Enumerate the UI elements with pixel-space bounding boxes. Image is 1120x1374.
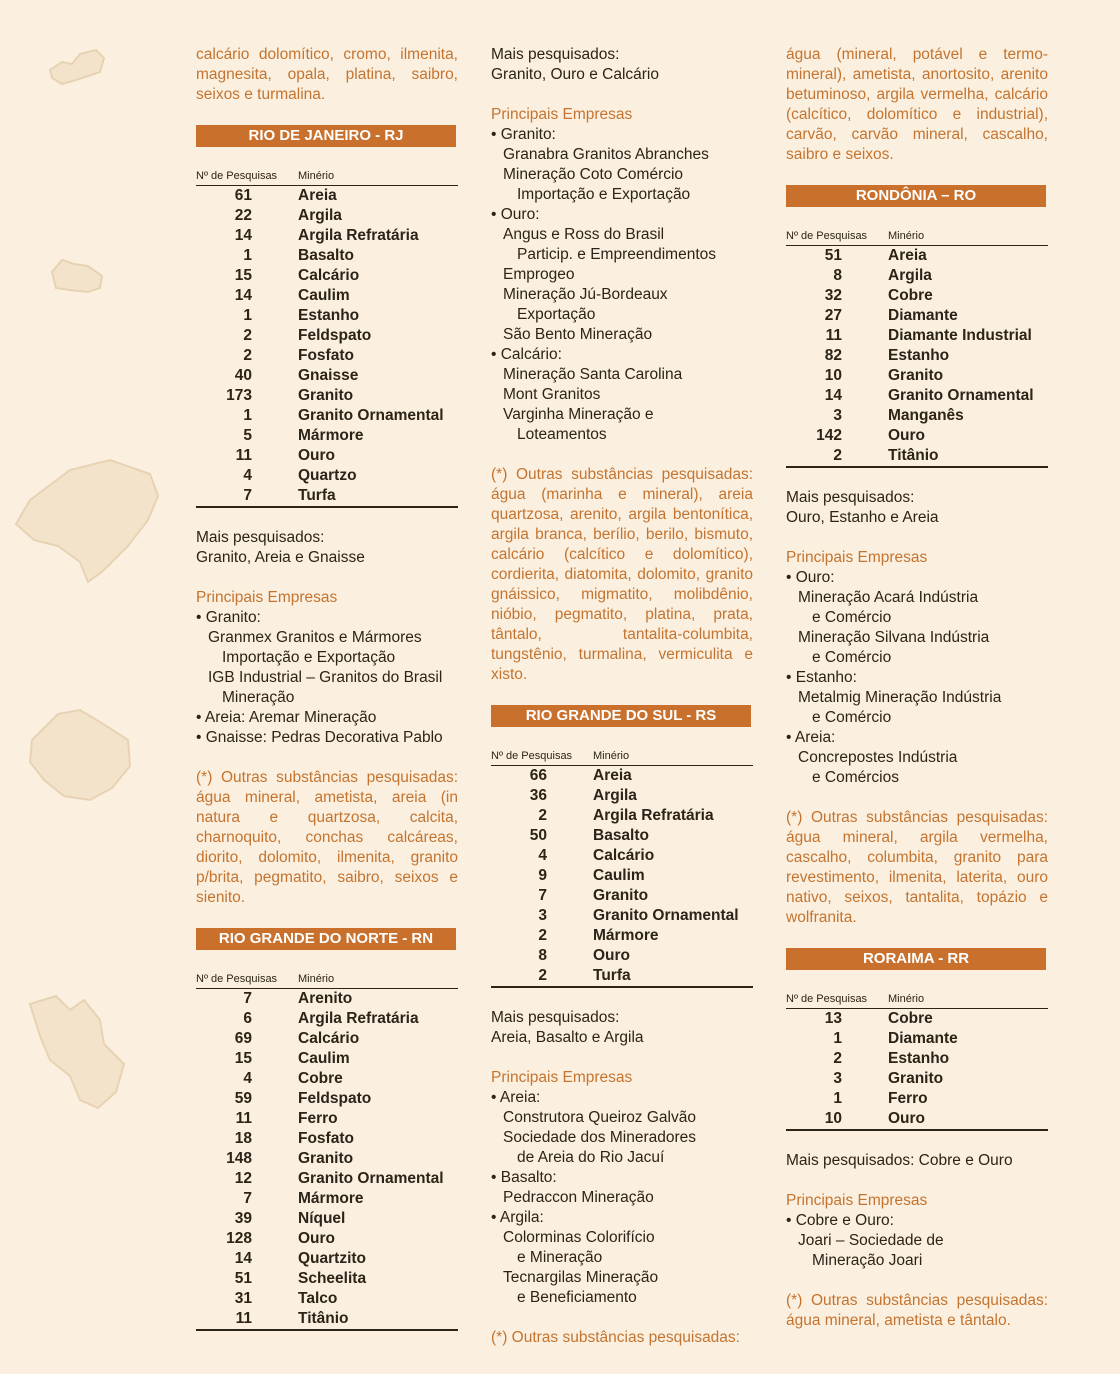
research-count: 2 [786, 446, 888, 467]
company-line: Importação e Exportação [517, 186, 691, 203]
research-count: 15 [234, 267, 252, 284]
table-row [196, 266, 458, 286]
mineral-name: Titânio [888, 446, 1048, 467]
company-line: • Calcário: [491, 346, 562, 363]
company-line: • Granito: [196, 609, 261, 626]
mineral-name: Calcário [298, 1030, 360, 1047]
mineral-name: Estanho [888, 1050, 950, 1067]
mineral-name: Ouro [888, 427, 926, 444]
col-header-count: Nº de Pesquisas [491, 747, 593, 766]
mineral-name: Argila Refratária [298, 1010, 419, 1027]
research-count: 10 [824, 367, 842, 384]
most-researched-value: Granito, Areia e Gnaisse [196, 549, 365, 566]
mineral-name: Mármore [298, 427, 364, 444]
table-row [786, 246, 1048, 267]
research-count: 1 [243, 307, 252, 324]
mineral-name: Argila Refratária [593, 807, 714, 824]
research-count: 2 [538, 927, 547, 944]
research-count: 11 [235, 1110, 252, 1127]
companies [491, 105, 753, 445]
research-count: 1 [243, 247, 252, 264]
mineral-name: Ouro [593, 947, 631, 964]
mineral-name: Ouro [888, 1109, 1048, 1130]
section-heading-rn: RIO GRANDE DO NORTE - RN [196, 928, 456, 950]
research-count: 61 [234, 187, 252, 204]
mineral-name: Estanho [298, 307, 360, 324]
other-substances: (*) Outras substâncias pesquisadas: água mineral, ametista e tântalo. [786, 1292, 1048, 1329]
column-3 [786, 45, 1048, 1351]
company-line: Particip. e Empreendimentos [517, 246, 717, 263]
table-row [786, 1009, 1048, 1030]
company-line: Tecnargilas Mineração [503, 1269, 659, 1286]
research-count: 7 [196, 486, 298, 507]
mineral-name: Mármore [298, 1190, 364, 1207]
table-row [196, 1189, 458, 1209]
table-row [196, 1069, 458, 1089]
research-count: 13 [824, 1010, 842, 1027]
minerals-table-rn [196, 970, 458, 1331]
table-row [196, 206, 458, 226]
mineral-name: Titânio [298, 1309, 458, 1330]
company-line: • Areia: [786, 729, 836, 746]
minerals-table-rs [491, 747, 753, 988]
col-header-mineral: Minério [888, 227, 1048, 246]
table-row [196, 1249, 458, 1269]
mineral-name: Argila [888, 267, 932, 284]
research-count: 66 [529, 767, 547, 784]
mineral-name: Fosfato [298, 1130, 354, 1147]
table-row [196, 1309, 458, 1330]
company-line: • Estanho: [786, 669, 857, 686]
research-count: 2 [538, 807, 547, 824]
state-map-ro [0, 700, 150, 810]
research-count: 11 [825, 327, 842, 344]
mineral-name: Ouro [298, 447, 336, 464]
research-count: 32 [824, 287, 842, 304]
companies-title: Principais Empresas [491, 106, 633, 123]
mineral-name: Diamante [888, 307, 958, 324]
most-researched-value: Areia, Basalto e Argila [491, 1029, 644, 1046]
mineral-name: Argila Refratária [298, 227, 419, 244]
mineral-name: Estanho [888, 347, 950, 364]
section-heading-rj: RIO DE JANEIRO - RJ [196, 125, 456, 147]
company-line: Loteamentos [517, 426, 607, 443]
table-row [491, 826, 753, 846]
research-count: 5 [243, 427, 252, 444]
col-header-count: Nº de Pesquisas [196, 167, 298, 186]
research-count: 148 [226, 1150, 252, 1167]
company-line: Colorminas Colorifício [503, 1229, 655, 1246]
state-map-rr [0, 980, 150, 1120]
table-row [491, 866, 753, 886]
mineral-name: Ouro [298, 1230, 336, 1247]
research-count: 4 [243, 467, 252, 484]
company-line: Mineração Joari [812, 1252, 923, 1269]
research-count: 3 [538, 907, 547, 924]
table-row [196, 1269, 458, 1289]
mineral-name: Talco [298, 1290, 338, 1307]
table-row [491, 786, 753, 806]
table-row [491, 946, 753, 966]
column-1 [196, 45, 458, 1351]
mineral-name: Cobre [298, 1070, 343, 1087]
company-line: e Mineração [517, 1249, 603, 1266]
section-heading-rr: RORAIMA - RR [786, 948, 1046, 970]
research-count: 1 [243, 407, 252, 424]
company-line: Mont Granitos [503, 386, 601, 403]
table-row [786, 406, 1048, 426]
table-row [196, 186, 458, 207]
mineral-name: Basalto [298, 247, 354, 264]
table-row [196, 1049, 458, 1069]
section-heading-ro: RONDÔNIA – RO [786, 185, 1046, 207]
most-researched [491, 45, 753, 85]
companies-title: Principais Empresas [491, 1069, 633, 1086]
company-line: e Comércio [812, 649, 892, 666]
mineral-name: Diamante Industrial [888, 327, 1032, 344]
research-count: 7 [243, 1190, 252, 1207]
mineral-name: Caulim [593, 867, 645, 884]
research-count: 4 [243, 1070, 252, 1087]
company-line: e Comércio [812, 709, 892, 726]
col-header-count: Nº de Pesquisas [786, 227, 888, 246]
companies [786, 1191, 1048, 1271]
state-map-rj [0, 40, 120, 100]
research-count: 9 [538, 867, 547, 884]
table-row [491, 906, 753, 926]
mineral-name: Granito Ornamental [888, 387, 1034, 404]
research-count: 2 [243, 347, 252, 364]
mineral-name: Scheelita [298, 1270, 367, 1287]
research-count: 142 [816, 427, 842, 444]
companies [491, 1068, 753, 1308]
research-count: 128 [226, 1230, 252, 1247]
company-line: Mineração Silvana Indústria [798, 629, 990, 646]
most-researched-label: Mais pesquisados: [786, 489, 915, 506]
intro-text: calcário dolomítico, cromo, ilmenita, magnesita, opala, platina, saibro, seixos e turmalina. [196, 46, 458, 103]
table-row [196, 1029, 458, 1049]
table-row [786, 306, 1048, 326]
company-line: Joari – Sociedade de [798, 1232, 944, 1249]
table-row [196, 466, 458, 486]
mineral-name: Cobre [888, 287, 933, 304]
mineral-name: Granito [298, 387, 354, 404]
company-line: São Bento Mineração [503, 326, 653, 343]
mineral-name: Granito Ornamental [298, 1170, 444, 1187]
research-count: 59 [234, 1090, 252, 1107]
research-count: 15 [234, 1050, 252, 1067]
mineral-name: Argila [593, 787, 637, 804]
table-row [196, 326, 458, 346]
mineral-name: Granito Ornamental [298, 407, 444, 424]
minerals-table-ro [786, 227, 1048, 468]
research-count: 14 [234, 1250, 252, 1267]
state-map-rs [0, 450, 170, 590]
research-count: 18 [234, 1130, 252, 1147]
table-row [196, 1289, 458, 1309]
companies [786, 548, 1048, 788]
table-row [786, 386, 1048, 406]
research-count: 11 [235, 447, 252, 464]
company-line: Granabra Granitos Abranches [503, 146, 709, 163]
mineral-name: Caulim [298, 1050, 350, 1067]
mineral-name: Ferro [888, 1090, 928, 1107]
company-line: Metalmig Mineração Indústria [798, 689, 1002, 706]
company-line: Construtora Queiroz Galvão [503, 1109, 696, 1126]
table-row [786, 266, 1048, 286]
company-line: IGB Industrial – Granitos do Brasil [208, 669, 443, 686]
research-count: 8 [833, 267, 842, 284]
most-researched [196, 528, 458, 568]
mineral-name: Quartzito [298, 1250, 367, 1267]
table-row [196, 486, 458, 507]
other-substances: (*) Outras substâncias pesquisadas: [491, 1329, 740, 1346]
company-line: Mineração Acará Indústria [798, 589, 979, 606]
research-count: 27 [824, 307, 842, 324]
mineral-name: Argila [298, 207, 342, 224]
company-line: e Comércios [812, 769, 899, 786]
mineral-name: Granito [888, 1070, 944, 1087]
table-row [786, 1109, 1048, 1130]
col-header-count: Nº de Pesquisas [786, 990, 888, 1009]
company-line: • Ouro: [491, 206, 540, 223]
company-line: • Cobre e Ouro: [786, 1212, 894, 1229]
most-researched [786, 488, 1048, 528]
state-silhouettes [0, 0, 180, 1374]
table-row [786, 1049, 1048, 1069]
other-substances: (*) Outras substâncias pesquisadas: água (marinha e mineral), areia quartzosa, arenito, argila bentonítica, argila branca, berílio, berilo, bismuto, calcário (calcítico e dolomítico), cordierita, diatomita, dolomito, granito gnáissico, migmatito, molibdênio, nióbio, pegmatito, platina, prata, tântalo, tantalita-columbita, tungstênio, turmalina, vermiculita e xisto. [491, 466, 753, 683]
companies [196, 588, 458, 748]
company-line: Mineração Jú-Bordeaux [503, 286, 668, 303]
mineral-name: Turfa [298, 486, 458, 507]
other-substances: (*) Outras substâncias pesquisadas: água mineral, ametista, areia (in natura e quartzosa, calcita, charnoquito, conchas calcáreas, diorito, dolomito, ilmenita, granito p/brita, pegmatito, saibro, seixos e sienito. [196, 769, 458, 906]
minerals-table-rr [786, 990, 1048, 1131]
mineral-name: Areia [298, 187, 337, 204]
table-row [196, 346, 458, 366]
table-row [196, 246, 458, 266]
col-header-mineral: Minério [888, 990, 1048, 1009]
research-count: 1 [833, 1090, 842, 1107]
mineral-name: Granito [593, 887, 649, 904]
table-row [196, 1169, 458, 1189]
mineral-name: Arenito [298, 990, 353, 1007]
company-line: • Areia: [491, 1089, 541, 1106]
table-row [786, 346, 1048, 366]
company-line: Mineração Coto Comércio [503, 166, 684, 183]
mineral-name: Diamante [888, 1030, 958, 1047]
companies-title: Principais Empresas [786, 1192, 928, 1209]
research-count: 2 [491, 966, 593, 987]
table-row [786, 1069, 1048, 1089]
most-researched-value: Granito, Ouro e Calcário [491, 66, 659, 83]
table-row [786, 446, 1048, 467]
table-row [196, 1229, 458, 1249]
company-line: • Gnaisse: Pedras Decorativa Pablo [196, 729, 443, 746]
research-count: 3 [833, 1070, 842, 1087]
mineral-name: Granito [298, 1150, 354, 1167]
table-row [196, 446, 458, 466]
mineral-name: Areia [888, 247, 927, 264]
research-count: 11 [196, 1309, 298, 1330]
table-row [196, 366, 458, 386]
table-row [196, 406, 458, 426]
research-count: 6 [243, 1010, 252, 1027]
research-count: 82 [824, 347, 842, 364]
research-count: 1 [833, 1030, 842, 1047]
most-researched [491, 1008, 753, 1048]
company-line: • Argila: [491, 1209, 544, 1226]
table-row [196, 1209, 458, 1229]
table-row [491, 846, 753, 866]
research-count: 69 [234, 1030, 252, 1047]
most-researched-label: Mais pesquisados: [491, 46, 620, 63]
mineral-name: Ferro [298, 1110, 338, 1127]
mineral-name: Níquel [298, 1210, 346, 1227]
research-count: 173 [226, 387, 252, 404]
table-row [196, 306, 458, 326]
research-count: 14 [824, 387, 842, 404]
company-line: Granmex Granitos e Mármores [208, 629, 422, 646]
table-row [196, 426, 458, 446]
table-row [491, 966, 753, 987]
company-line: • Basalto: [491, 1169, 557, 1186]
table-row [196, 286, 458, 306]
col-header-mineral: Minério [298, 970, 458, 989]
companies-title: Principais Empresas [196, 589, 338, 606]
company-line: Emprogeo [503, 266, 575, 283]
company-line: Importação e Exportação [222, 649, 396, 666]
research-count: 31 [234, 1290, 252, 1307]
company-line: Angus e Ross do Brasil [503, 226, 665, 243]
table-row [786, 366, 1048, 386]
mineral-name: Granito [888, 367, 944, 384]
most-researched: Mais pesquisados: Cobre e Ouro [786, 1152, 1013, 1169]
mineral-name: Granito Ornamental [593, 907, 739, 924]
company-line: e Comércio [812, 609, 892, 626]
intro-text: água (mineral, potável e termo-mineral), ametista, anortosito, arenito betuminoso, argila vermelha, calcário (calcítico, dolomítico e industrial), carvão, carvão mineral, cascalho, saibro e seixos. [786, 46, 1048, 163]
table-row [196, 1149, 458, 1169]
most-researched-value: Ouro, Estanho e Areia [786, 509, 939, 526]
research-count: 14 [234, 287, 252, 304]
research-count: 7 [243, 990, 252, 1007]
research-count: 7 [538, 887, 547, 904]
mineral-name: Calcário [298, 267, 360, 284]
company-line: Pedraccon Mineração [503, 1189, 654, 1206]
table-row [196, 989, 458, 1010]
mineral-name: Fosfato [298, 347, 354, 364]
table-row [196, 1009, 458, 1029]
company-line: Exportação [517, 306, 596, 323]
research-count: 2 [243, 327, 252, 344]
mineral-name: Calcário [593, 847, 655, 864]
col-header-count: Nº de Pesquisas [196, 970, 298, 989]
mineral-name: Manganês [888, 407, 964, 424]
research-count: 4 [538, 847, 547, 864]
research-count: 12 [234, 1170, 252, 1187]
mineral-name: Caulim [298, 287, 350, 304]
company-line: e Beneficiamento [517, 1289, 637, 1306]
research-count: 36 [529, 787, 547, 804]
table-row [196, 1109, 458, 1129]
table-row [786, 326, 1048, 346]
research-count: 2 [833, 1050, 842, 1067]
table-row [491, 806, 753, 826]
research-count: 8 [538, 947, 547, 964]
research-count: 51 [824, 247, 842, 264]
research-count: 22 [234, 207, 252, 224]
research-count: 3 [833, 407, 842, 424]
research-count: 50 [529, 827, 547, 844]
table-row [491, 926, 753, 946]
company-line: Mineração [222, 689, 295, 706]
table-row [196, 1089, 458, 1109]
research-count: 10 [786, 1109, 888, 1130]
research-count: 51 [234, 1270, 252, 1287]
mineral-name: Quartzo [298, 467, 357, 484]
research-count: 39 [234, 1210, 252, 1227]
most-researched-label: Mais pesquisados: [491, 1009, 620, 1026]
company-line: Concrepostes Indústria [798, 749, 958, 766]
mineral-name: Feldspato [298, 1090, 372, 1107]
table-row [196, 386, 458, 406]
table-row [786, 1089, 1048, 1109]
other-substances: (*) Outras substâncias pesquisadas: água mineral, argila vermelha, cascalho, columbita, granito para revestimento, ilmenita, laterita, ouro nativo, seixos, tantalita, topázio e wolfranita. [786, 809, 1048, 926]
company-line: • Granito: [491, 126, 556, 143]
col-header-mineral: Minério [593, 747, 753, 766]
mineral-name: Areia [593, 767, 632, 784]
mineral-name: Gnaisse [298, 367, 359, 384]
mineral-name: Feldspato [298, 327, 372, 344]
section-heading-rs: RIO GRANDE DO SUL - RS [491, 705, 751, 727]
table-row [491, 766, 753, 787]
company-line: • Areia: Aremar Mineração [196, 709, 377, 726]
companies-title: Principais Empresas [786, 549, 928, 566]
company-line: Sociedade dos Mineradores [503, 1129, 697, 1146]
table-row [491, 886, 753, 906]
col-header-mineral: Minério [298, 167, 458, 186]
state-map-rn [0, 250, 120, 310]
minerals-table-rj [196, 167, 458, 508]
company-line: Varginha Mineração e [503, 406, 654, 423]
table-row [786, 286, 1048, 306]
research-count: 14 [234, 227, 252, 244]
research-count: 40 [234, 367, 252, 384]
mineral-name: Mármore [593, 927, 659, 944]
mineral-name: Basalto [593, 827, 649, 844]
mineral-name: Cobre [888, 1010, 933, 1027]
column-2 [491, 45, 753, 1368]
company-line: de Areia do Rio Jacuí [517, 1149, 665, 1166]
most-researched-label: Mais pesquisados: [196, 529, 325, 546]
company-line: Mineração Santa Carolina [503, 366, 683, 383]
table-row [786, 426, 1048, 446]
company-line: • Ouro: [786, 569, 835, 586]
table-row [196, 1129, 458, 1149]
table-row [196, 226, 458, 246]
mineral-name: Turfa [593, 966, 753, 987]
table-row [786, 1029, 1048, 1049]
